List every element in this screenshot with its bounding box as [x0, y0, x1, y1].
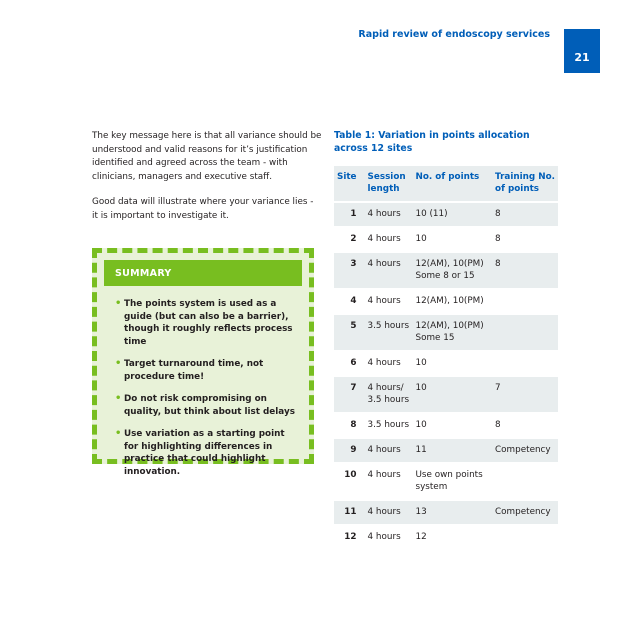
training-points-cell — [492, 314, 558, 351]
training-points-cell — [492, 463, 558, 500]
site-cell: 1 — [334, 202, 365, 227]
training-points-cell: 8 — [492, 227, 558, 252]
summary-item-text: The points system is used as a guide (but can also be a barrier), though it roughly reflects process time — [124, 299, 293, 347]
points-cell: 10 — [412, 376, 492, 413]
intro-paragraph-2: Good data will illustrate where your variance lies - it is important to investigate it. — [92, 197, 314, 221]
summary-list — [104, 286, 302, 478]
summary-item — [115, 298, 296, 348]
table-row — [334, 202, 558, 227]
training-points-cell — [492, 351, 558, 376]
table-row — [334, 252, 558, 289]
site-cell: 10 — [334, 463, 365, 500]
site-cell: 4 — [334, 289, 365, 314]
points-cell: 10 (11) — [412, 202, 492, 227]
points-cell: 12 — [412, 525, 492, 549]
table-row — [334, 289, 558, 314]
points-allocation-table — [334, 166, 558, 549]
points-cell: 10 — [412, 413, 492, 438]
table-row — [334, 376, 558, 413]
training-points-cell — [492, 289, 558, 314]
page-number-tab — [564, 29, 600, 73]
training-points-cell: 8 — [492, 202, 558, 227]
table-header-row — [334, 166, 558, 202]
training-points-cell: 7 — [492, 376, 558, 413]
session-length-cell: 4 hours — [365, 463, 413, 500]
table-row — [334, 351, 558, 376]
table-row — [334, 227, 558, 252]
column-header-training-points: Training No. of points — [492, 166, 558, 202]
bullet-icon: • — [115, 358, 122, 369]
site-cell: 2 — [334, 227, 365, 252]
summary-box — [92, 248, 314, 477]
points-cell: 12(AM), 10(PM) Some 8 or 15 — [412, 252, 492, 289]
training-points-cell: Competency — [492, 438, 558, 463]
column-header-points: No. of points — [412, 166, 492, 202]
session-length-cell: 3.5 hours — [365, 413, 413, 438]
summary-item-text: Target turnaround time, not procedure time! — [124, 359, 264, 382]
session-length-cell: 4 hours — [365, 227, 413, 252]
session-length-cell: 4 hours — [365, 202, 413, 227]
table-row — [334, 525, 558, 549]
summary-item — [115, 428, 296, 478]
site-cell: 9 — [334, 438, 365, 463]
points-cell: 12(AM), 10(PM) Some 15 — [412, 314, 492, 351]
session-length-cell: 4 hours — [365, 252, 413, 289]
site-cell: 8 — [334, 413, 365, 438]
session-length-cell: 4 hours — [365, 351, 413, 376]
points-cell: 10 — [412, 351, 492, 376]
column-header-site: Site — [334, 166, 365, 202]
points-cell: Use own points system — [412, 463, 492, 500]
session-length-cell: 3.5 hours — [365, 314, 413, 351]
points-cell: 12(AM), 10(PM) — [412, 289, 492, 314]
site-cell: 5 — [334, 314, 365, 351]
column-header-session-length: Session length — [365, 166, 413, 202]
site-cell: 7 — [334, 376, 365, 413]
table-title: Table 1: Variation in points allocation across 12 sites — [334, 130, 530, 154]
running-header-title: Rapid review of endoscopy services — [358, 29, 550, 40]
summary-item-text: Use variation as a starting point for highlighting differences in practice that could highlight innovation. — [124, 429, 285, 477]
summary-heading: SUMMARY — [104, 260, 302, 286]
site-cell: 3 — [334, 252, 365, 289]
bullet-icon: • — [115, 298, 122, 309]
site-cell: 6 — [334, 351, 365, 376]
summary-item-text: Do not risk compromising on quality, but think about list delays — [124, 394, 295, 417]
summary-item — [115, 393, 296, 418]
site-cell: 12 — [334, 525, 365, 549]
table-row — [334, 500, 558, 525]
points-cell: 10 — [412, 227, 492, 252]
bullet-icon: • — [115, 428, 122, 439]
summary-item — [115, 358, 296, 383]
points-cell: 11 — [412, 438, 492, 463]
bullet-icon: • — [115, 393, 122, 404]
intro-text-column — [92, 130, 322, 235]
training-points-cell: 8 — [492, 252, 558, 289]
intro-paragraph-1: The key message here is that all variance should be understood and valid reasons for it’s justification identified and agreed across the team - with clinicians, managers and executive staff. — [92, 131, 322, 182]
session-length-cell: 4 hours — [365, 500, 413, 525]
training-points-cell: 8 — [492, 413, 558, 438]
training-points-cell — [492, 525, 558, 549]
session-length-cell: 4 hours — [365, 525, 413, 549]
page-number: 21 — [574, 51, 590, 64]
points-cell: 13 — [412, 500, 492, 525]
table-row — [334, 463, 558, 500]
session-length-cell: 4 hours/ 3.5 hours — [365, 376, 413, 413]
table-row — [334, 314, 558, 351]
training-points-cell: Competency — [492, 500, 558, 525]
session-length-cell: 4 hours — [365, 289, 413, 314]
table-row — [334, 413, 558, 438]
table-row — [334, 438, 558, 463]
session-length-cell: 4 hours — [365, 438, 413, 463]
site-cell: 11 — [334, 500, 365, 525]
